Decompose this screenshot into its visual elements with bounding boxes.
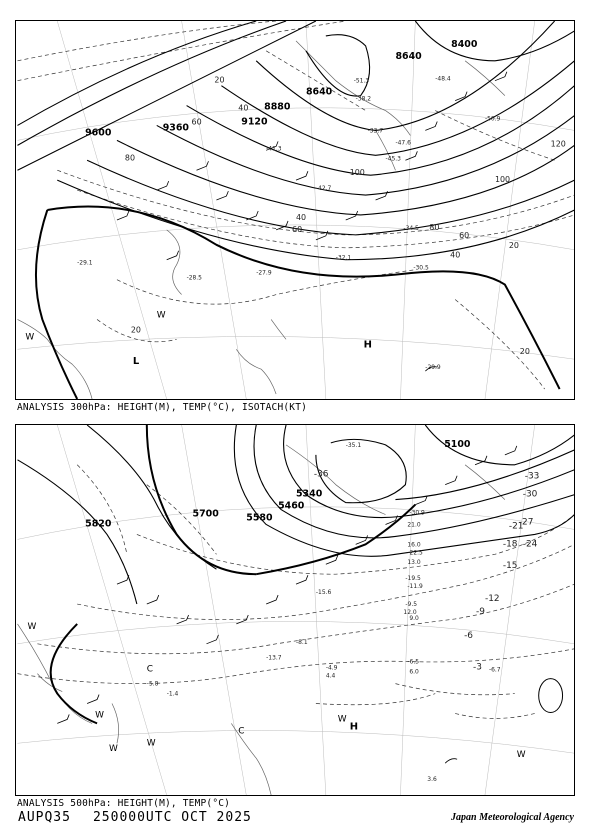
svg-text:-6.5: -6.5 [407, 658, 420, 666]
high-marker-500: H [349, 721, 359, 733]
height-label-9600: 9600 [85, 127, 112, 139]
height-label-8400: 8400 [451, 38, 478, 50]
svg-text:-27: -27 [518, 517, 534, 528]
chart-datetime: 250000UTC OCT 2025 [92, 810, 252, 825]
svg-text:-8.1: -8.1 [296, 638, 308, 646]
svg-text:-3: -3 [473, 662, 482, 673]
svg-text:-5.8: -5.8 [146, 680, 159, 688]
graticule-300 [17, 21, 574, 399]
svg-text:13.0: 13.0 [407, 559, 421, 567]
caption-500hpa: ANALYSIS 500hPa: HEIGHT(M), TEMP(°C) [17, 798, 231, 809]
svg-text:-34.5: -34.5 [403, 224, 419, 232]
svg-text:-33: -33 [524, 471, 540, 482]
height-label-5340: 5340 [296, 488, 323, 500]
svg-text:-6.7: -6.7 [488, 666, 501, 674]
low-marker: L [132, 356, 140, 368]
svg-text:-51.3: -51.3 [353, 77, 370, 85]
svg-text:-32.1: -32.1 [335, 254, 352, 262]
svg-text:20: 20 [130, 325, 141, 335]
svg-text:-47.6: -47.6 [395, 139, 411, 147]
svg-text:-35.1: -35.1 [345, 441, 362, 449]
svg-text:60: 60 [191, 117, 202, 127]
height-label-9120: 9120 [241, 116, 268, 128]
agency-name: Japan Meteorological Agency [451, 812, 574, 823]
wind-barbs-500 [57, 446, 517, 763]
chart-500hpa-map [16, 425, 575, 795]
svg-text:-6: -6 [464, 630, 474, 641]
svg-text:C: C [146, 664, 154, 675]
svg-text:-30.9: -30.9 [409, 509, 425, 517]
svg-text:-22.5: -22.5 [407, 549, 423, 557]
pressure-systems-300 [25, 310, 372, 367]
svg-text:20: 20 [214, 75, 225, 85]
svg-text:C: C [238, 726, 245, 737]
chart-300hpa-map [16, 21, 575, 399]
svg-text:-36: -36 [313, 469, 329, 480]
height-label-8880: 8880 [264, 101, 291, 113]
svg-text:-9.5: -9.5 [405, 601, 418, 609]
svg-text:80: 80 [429, 222, 440, 232]
svg-text:-19.5: -19.5 [405, 575, 421, 583]
svg-text:-15: -15 [502, 561, 518, 572]
height-label-5820: 5820 [85, 518, 112, 530]
svg-text:20: 20 [519, 347, 530, 357]
height-label-5460: 5460 [278, 500, 305, 512]
svg-text:20: 20 [508, 240, 519, 250]
high-marker: H [363, 339, 372, 351]
height-label-8640-b: 8640 [395, 50, 422, 62]
svg-text:40: 40 [295, 212, 307, 222]
chart-500hpa [15, 424, 575, 796]
svg-text:100: 100 [494, 175, 511, 185]
svg-text:W: W [146, 738, 156, 749]
svg-text:3.6: 3.6 [427, 776, 437, 784]
svg-text:-13.7: -13.7 [266, 654, 282, 662]
svg-text:-27.9: -27.9 [256, 269, 272, 277]
svg-text:W: W [516, 750, 526, 761]
chart-identifier [18, 810, 252, 825]
svg-text:-18: -18 [502, 539, 518, 550]
svg-text:16.0: 16.0 [407, 541, 421, 549]
svg-text:-15.6: -15.6 [315, 589, 332, 597]
heavy-contour-500 [51, 425, 416, 723]
svg-text:-30: -30 [522, 489, 538, 500]
height-label-8640-a: 8640 [305, 86, 333, 98]
svg-text:-28.5: -28.5 [186, 274, 202, 282]
svg-text:-29.1: -29.1 [77, 259, 93, 267]
station-labels-500 [147, 442, 501, 783]
svg-text:-24: -24 [522, 539, 538, 550]
encircled-feature [539, 679, 563, 713]
svg-text:-33.7: -33.7 [367, 127, 384, 135]
svg-text:60: 60 [459, 230, 470, 240]
pressure-systems-500 [27, 622, 525, 760]
height-label-5700: 5700 [192, 508, 219, 520]
svg-text:12.0: 12.0 [403, 608, 417, 616]
svg-text:-9: -9 [476, 606, 485, 617]
warm-marker: W [156, 310, 166, 321]
svg-text:4.4: 4.4 [325, 672, 336, 680]
height-label-9360: 9360 [162, 122, 189, 134]
svg-text:-11.9: -11.9 [407, 583, 423, 591]
svg-text:-12: -12 [484, 594, 500, 605]
chart-code: AUPQ35 [18, 810, 71, 825]
height-labels-300 [85, 39, 478, 139]
height-label-5580: 5580 [246, 512, 273, 524]
svg-text:-4.9: -4.9 [325, 664, 338, 672]
svg-text:-38.2: -38.2 [355, 95, 372, 103]
svg-text:80: 80 [124, 153, 136, 163]
svg-text:-1.4: -1.4 [166, 690, 179, 698]
graticule-500 [18, 425, 575, 795]
svg-text:21.0: 21.0 [407, 521, 421, 529]
svg-text:100: 100 [349, 168, 365, 178]
svg-text:-50.9: -50.9 [484, 115, 501, 123]
svg-text:6.0: 6.0 [409, 668, 419, 676]
svg-text:W: W [109, 744, 118, 755]
svg-text:120: 120 [550, 139, 566, 149]
svg-text:-29.9: -29.9 [425, 364, 441, 372]
isotachs-300 [17, 21, 574, 389]
coastline-500 [18, 445, 505, 795]
svg-text:40: 40 [450, 250, 461, 260]
warm-marker-2: W [25, 332, 35, 343]
coastline-300 [17, 38, 504, 399]
caption-300hpa: ANALYSIS 300hPa: HEIGHT(M), TEMP(°C), ISOTACH(KT) [17, 402, 308, 413]
svg-text:-42.7: -42.7 [315, 185, 332, 193]
svg-text:-41.3: -41.3 [266, 145, 282, 153]
svg-text:W: W [95, 710, 104, 721]
svg-text:9.0: 9.0 [409, 614, 419, 622]
svg-text:60: 60 [292, 224, 303, 234]
svg-text:-21: -21 [508, 521, 524, 532]
height-label-5100: 5100 [444, 438, 471, 450]
svg-text:-30.5: -30.5 [413, 264, 429, 272]
svg-text:40: 40 [238, 103, 249, 113]
svg-text:-45.3: -45.3 [385, 155, 401, 163]
svg-text:-48.4: -48.4 [435, 75, 451, 83]
svg-text:W: W [27, 621, 37, 632]
chart-300hpa [15, 20, 575, 400]
svg-text:W: W [337, 714, 347, 725]
